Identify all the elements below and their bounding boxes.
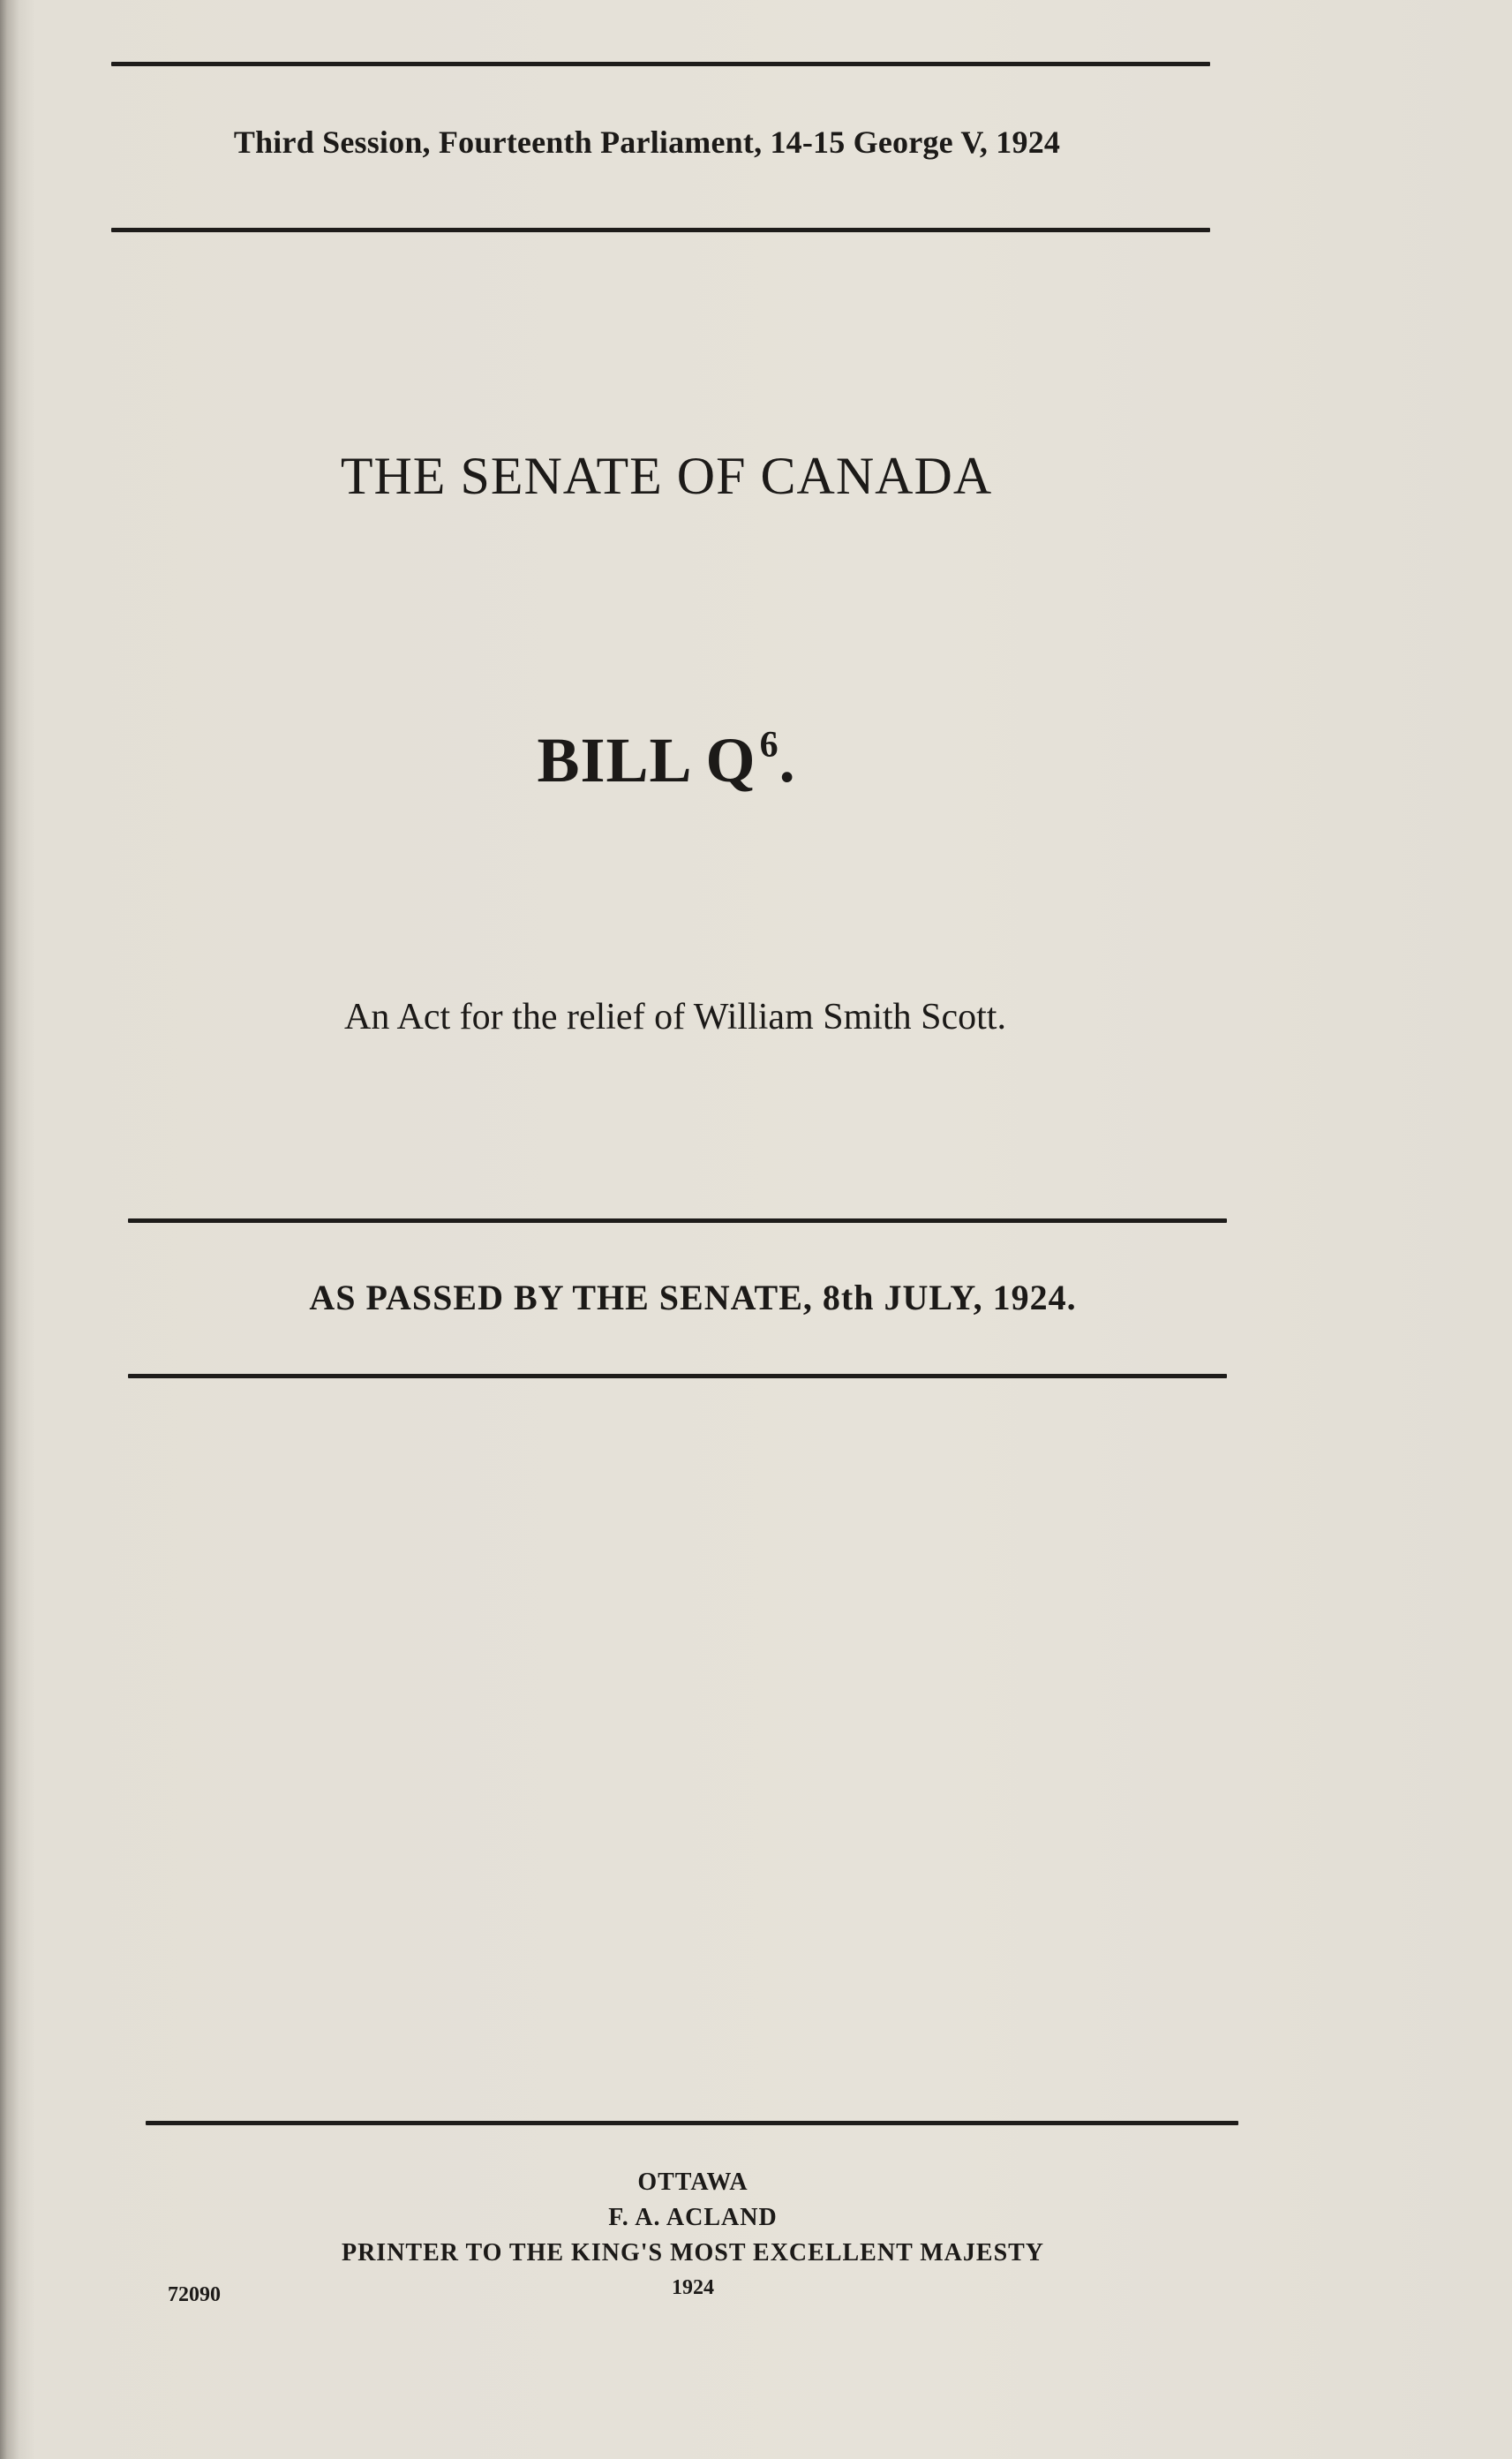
top-rule	[111, 62, 1210, 66]
act-description: An Act for the relief of William Smith Scott.	[344, 997, 1006, 1037]
bill-superscript: 6	[759, 725, 779, 766]
bill-label: BILL Q	[537, 725, 756, 796]
print-code: 72090	[168, 2283, 221, 2306]
imprint-year: 1924	[672, 2276, 714, 2299]
passed-status: AS PASSED BY THE SENATE, 8th JULY, 1924.	[309, 1278, 1077, 1317]
bill-suffix: .	[779, 725, 796, 796]
bill-title	[106, 724, 1227, 797]
printer-name: F. A. ACLAND	[608, 2204, 778, 2231]
senate-title: THE SENATE OF CANADA	[340, 447, 993, 505]
session-header: Third Session, Fourteenth Parliament, 14-15 George V, 1924	[233, 124, 1061, 160]
passed-top-rule	[128, 1218, 1227, 1223]
imprint-city: OTTAWA	[637, 2169, 748, 2196]
passed-bottom-rule	[128, 1374, 1227, 1378]
header-bottom-rule	[111, 228, 1210, 232]
printer-title: PRINTER TO THE KING'S MOST EXCELLENT MAJESTY	[341, 2239, 1045, 2267]
imprint-top-rule	[146, 2121, 1238, 2125]
